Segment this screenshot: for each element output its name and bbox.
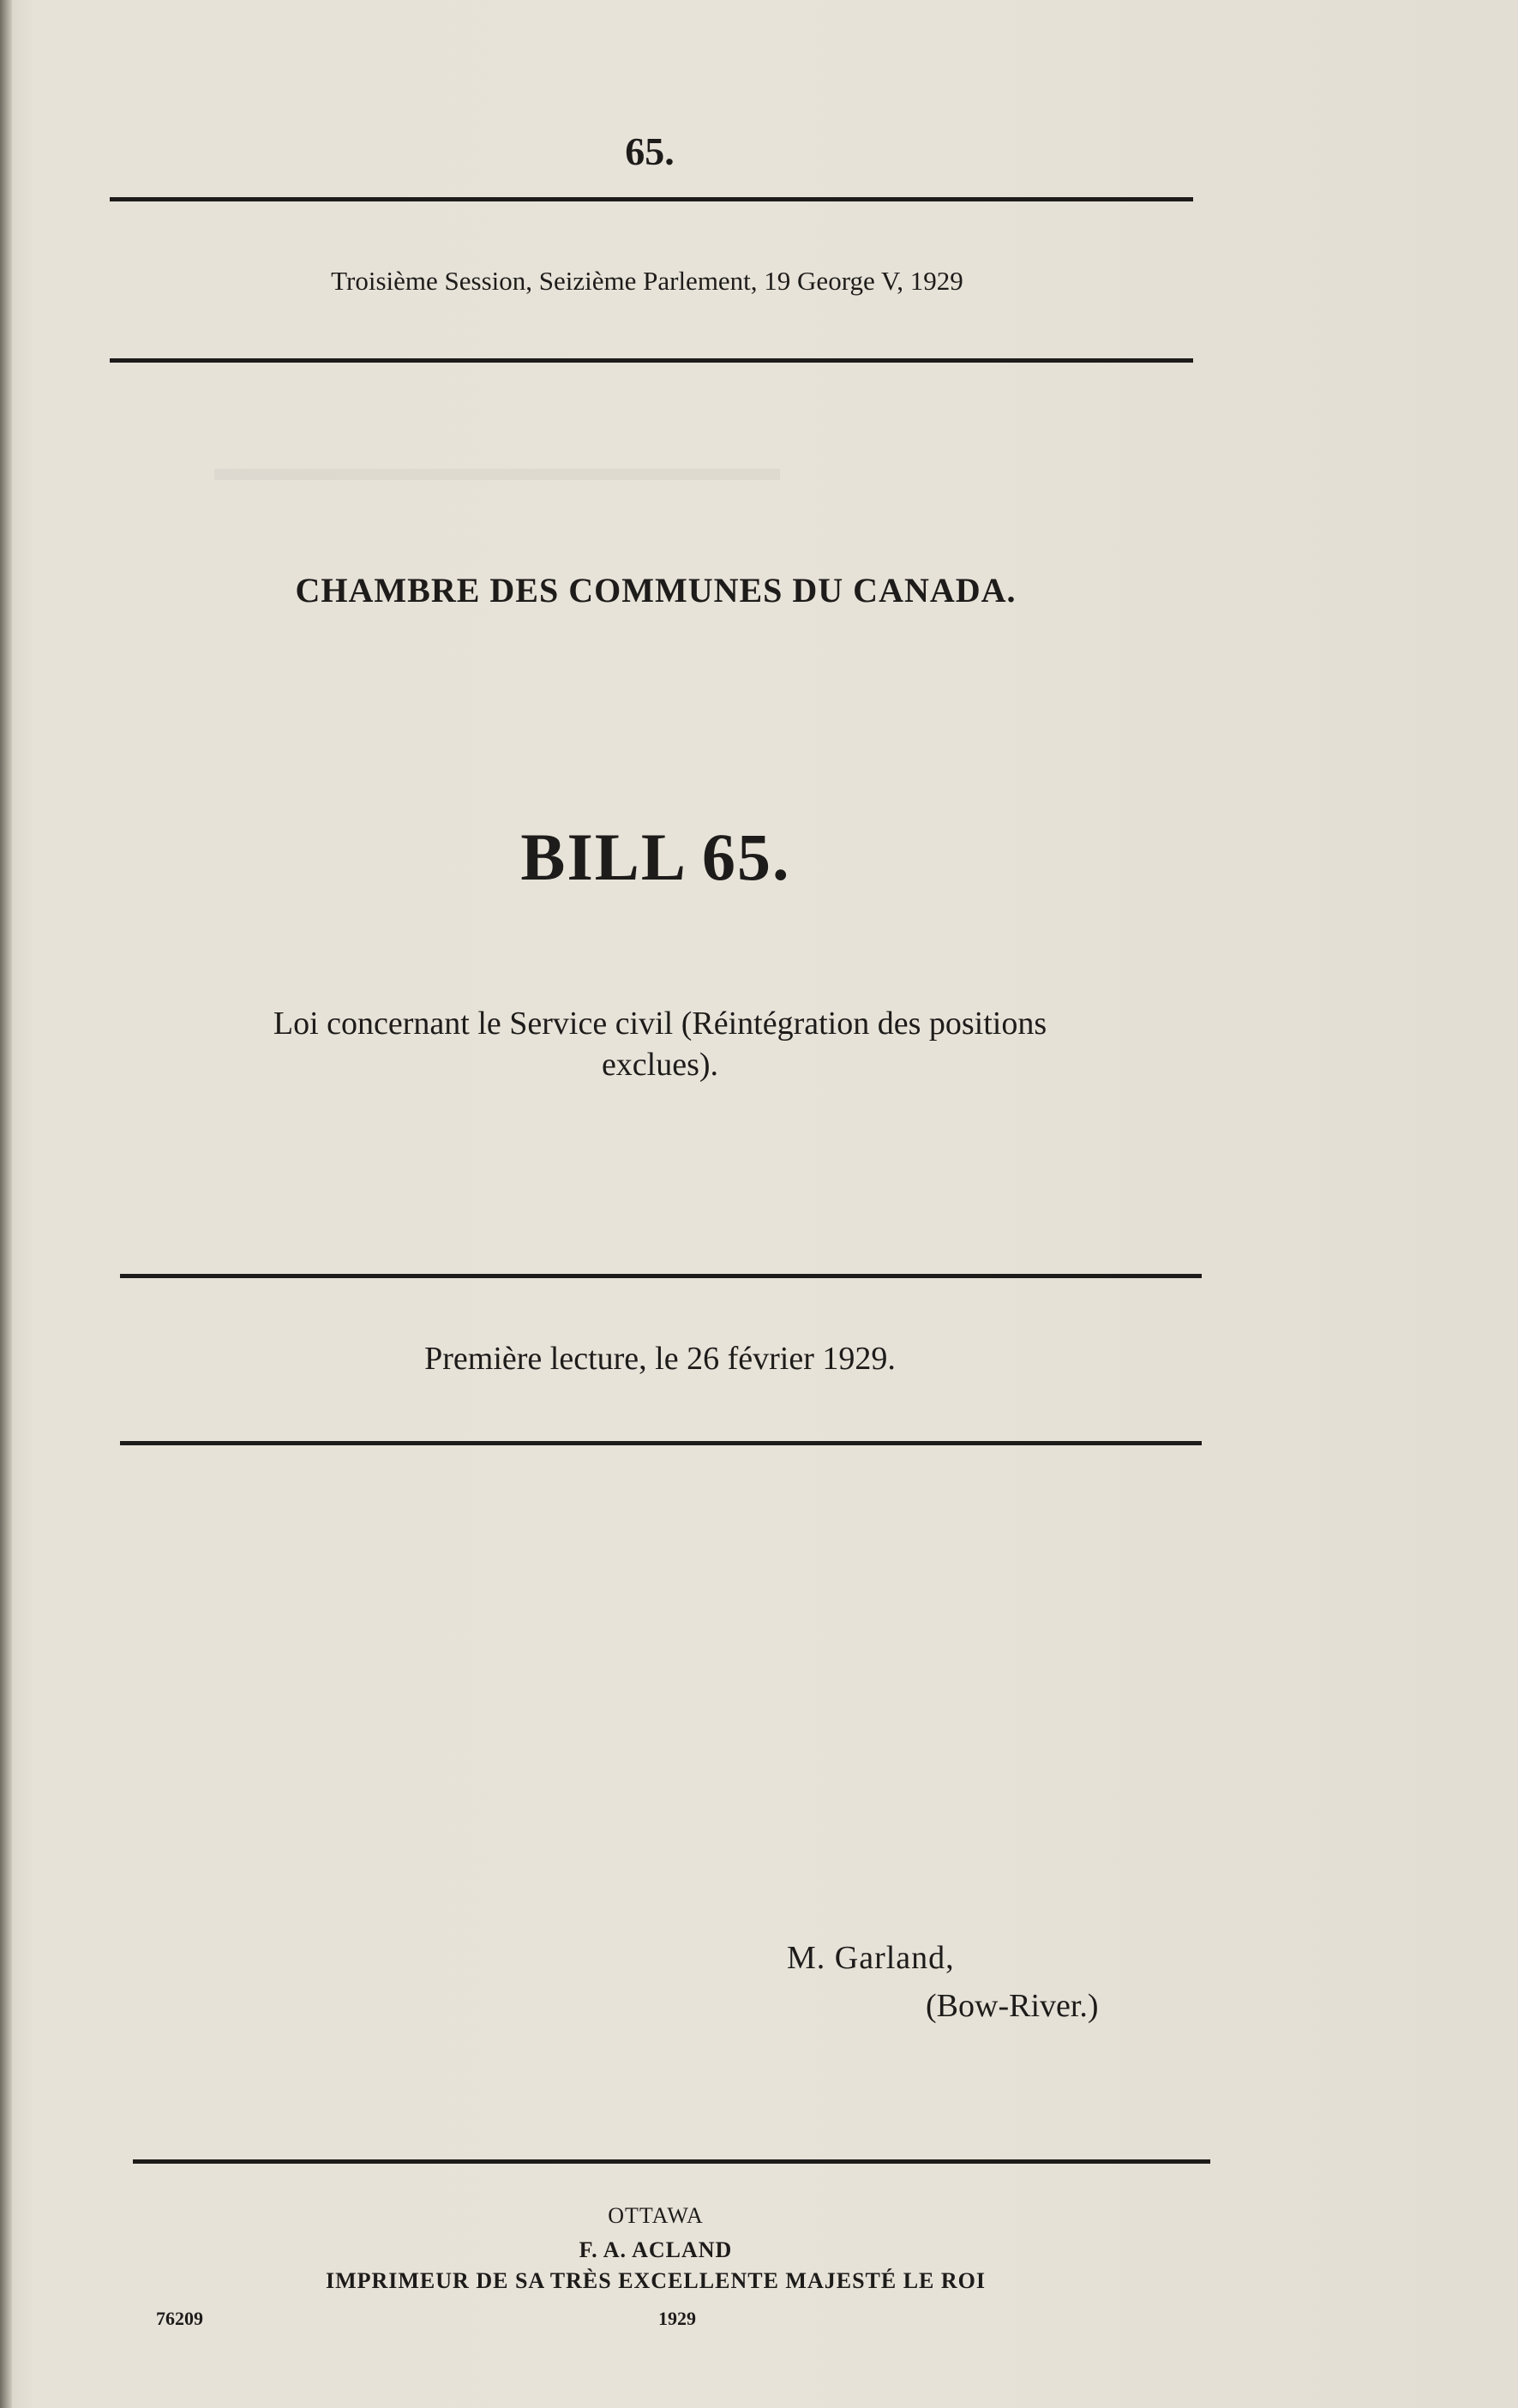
print-year: 1929	[658, 2308, 696, 2329]
chamber-heading: CHAMBRE DES COMMUNES DU CANADA.	[295, 571, 1017, 610]
reading-bottom-rule	[120, 1441, 1202, 1445]
session-rule	[110, 358, 1193, 363]
printer-rule	[133, 2159, 1210, 2164]
session-line: Troisième Session, Seizième Parlement, 19 George V, 1929	[331, 266, 963, 296]
binding-edge	[0, 0, 12, 2408]
bill-number-header: 65.	[625, 129, 675, 173]
bleed-through-shadow: ▬▬▬▬▬▬▬▬▬▬▬▬▬▬▬	[214, 447, 780, 489]
sponsor-riding: (Bow-River.)	[926, 1988, 1099, 2024]
printer-city: OTTAWA	[608, 2203, 704, 2228]
sponsor-name: M. Garland,	[787, 1940, 955, 1976]
print-number: 76209	[156, 2308, 203, 2329]
top-rule	[110, 197, 1193, 201]
bill-description	[103, 1003, 1217, 1085]
printer-title: IMPRIMEUR DE SA TRÈS EXCELLENTE MAJESTÉ LE ROI	[325, 2268, 987, 2293]
bill-description-line-1: Loi concernant le Service civil (Réintégration des positions	[273, 1006, 1047, 1042]
printer-name: F. A. ACLAND	[579, 2237, 733, 2262]
reading-top-rule	[120, 1274, 1202, 1278]
bill-title: BILL 65.	[520, 820, 791, 894]
bill-description-line-2: exclues).	[601, 1047, 719, 1083]
first-reading-date: Première lecture, le 26 février 1929.	[424, 1341, 896, 1377]
